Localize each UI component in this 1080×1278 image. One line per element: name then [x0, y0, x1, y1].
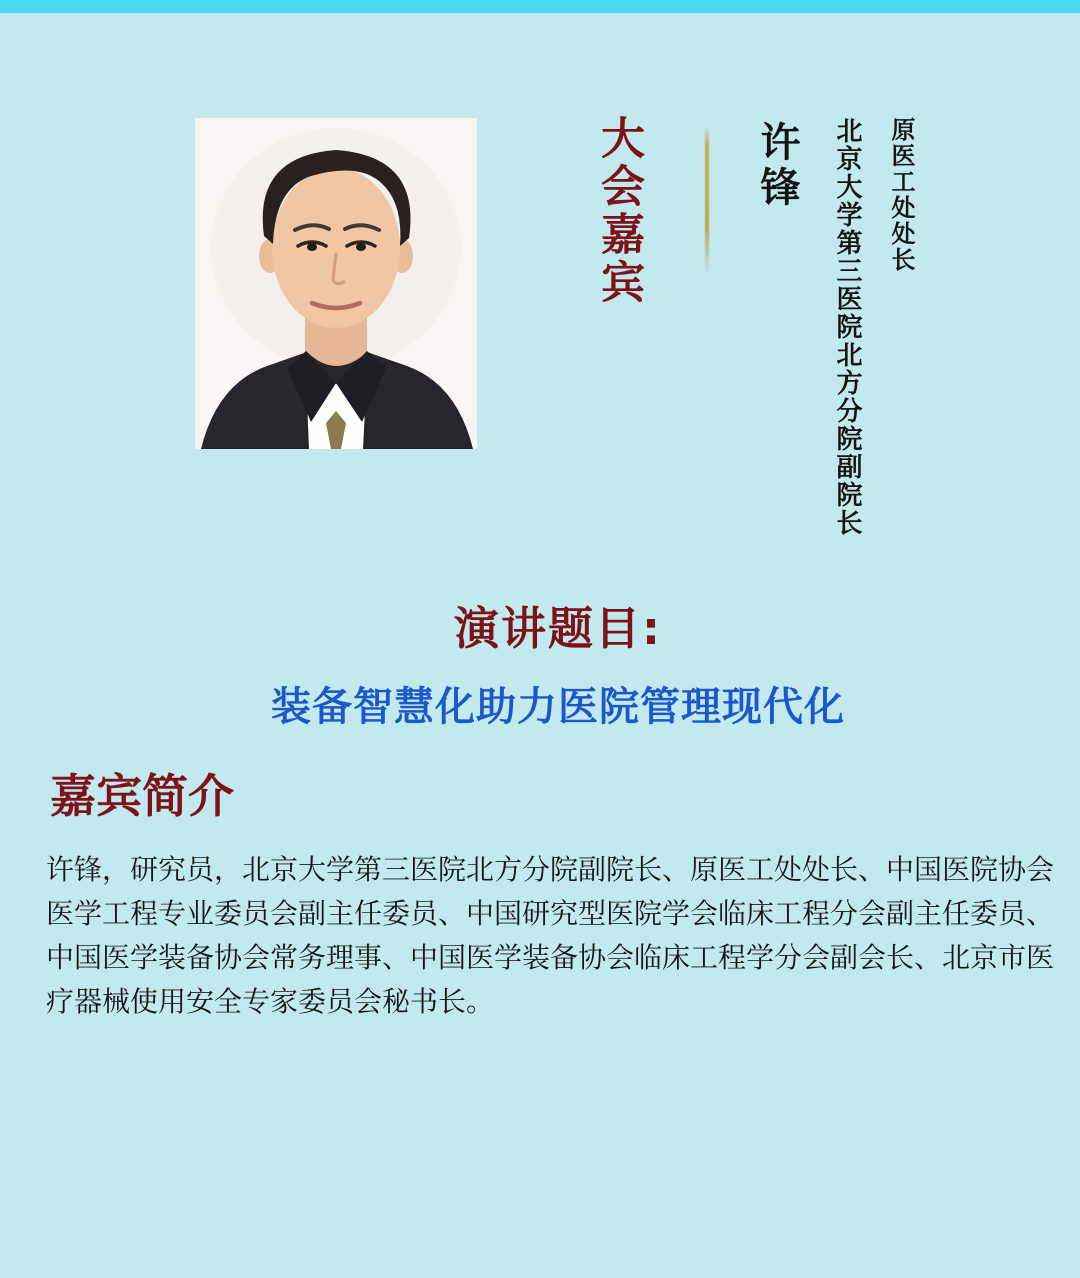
speech-section	[18, 602, 1080, 730]
guest-label: 大会嘉宾	[593, 115, 644, 307]
speech-topic: 装备智慧化助力医院管理现代化	[271, 684, 845, 730]
portrait-illustration	[195, 118, 477, 449]
bio-line: 疗器械使用安全专家委员会秘书长。	[46, 985, 495, 1018]
bio-line: 许锋，研究员，北京大学第三医院北方分院副院长、原医工处处长、中国医院协会	[46, 853, 1055, 886]
speech-topic-heading: 演讲题目:	[454, 602, 662, 655]
speaker-title-secondary: 原医工处处长	[887, 117, 915, 273]
speaker-photo	[195, 118, 477, 449]
bio-paragraph	[46, 848, 1056, 1024]
bio-line: 医学工程专业委员会副主任委员、中国研究型医院学会临床工程分会副主任委员、	[46, 897, 1055, 930]
bio-heading: 嘉宾简介	[50, 769, 234, 823]
bio-line: 中国医学装备协会常务理事、中国医学装备协会临床工程学分会副会长、北京市医	[46, 941, 1055, 974]
speaker-title-primary: 北京大学第三医院北方分院副院长	[832, 117, 862, 537]
speaker-name: 许锋	[754, 121, 800, 211]
divider-line	[705, 127, 709, 275]
top-strip	[0, 0, 1080, 13]
